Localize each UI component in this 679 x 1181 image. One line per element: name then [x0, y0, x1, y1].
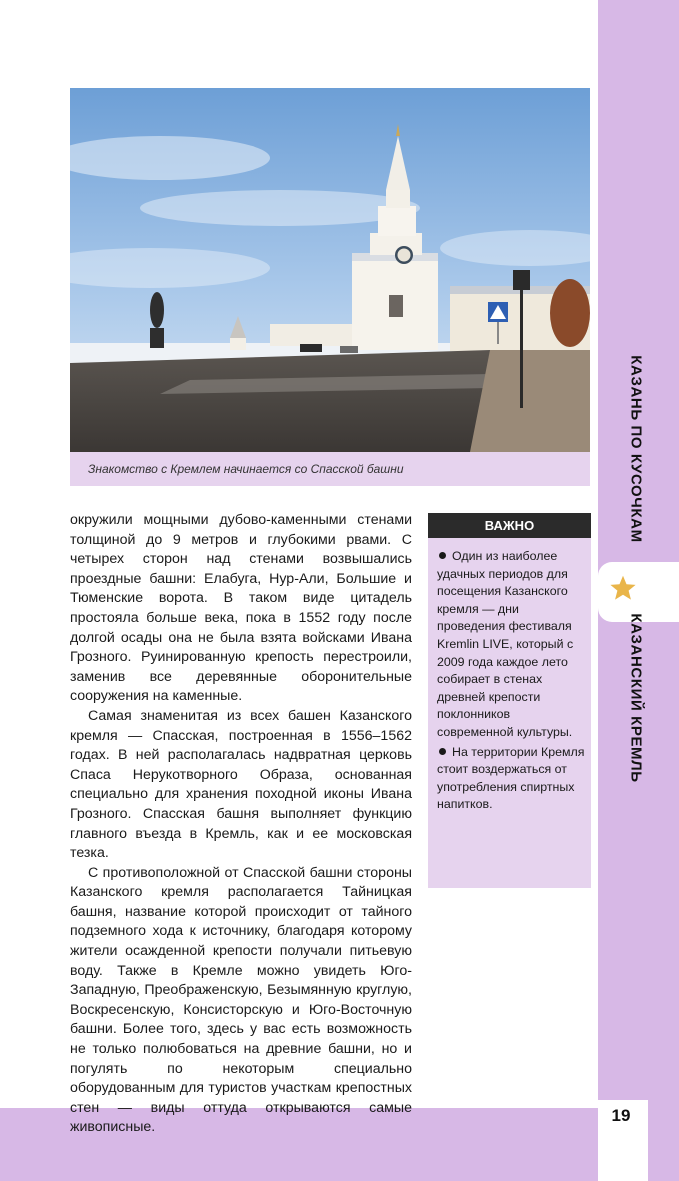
info-item	[437, 744, 587, 814]
info-item-text: Один из наиболее удачных периодов для посещения Казанского кремля — дни проведения фестиваля Kremlin LIVE, который с 2009 года каждое лето собирает в стенах древней крепости поклонников современной культуры.	[437, 549, 574, 739]
bullet-icon	[439, 552, 446, 559]
paragraph: окружили мощными дубово-каменными стенами толщиной до 9 метров и глубокими рвами. С четырех сторон над стенами возвышались проездные башни: Елабуга, Нур-Али, Большие и Тюменские ворота. В таком виде цитадель простояла больше века, пока в 1552 году после долгой осады она не была взята войсками Ивана Грозного. Руинированную крепость перестроили, заменив все деревянные оборонительные сооружения на каменные.	[70, 512, 412, 705]
page-number: 19	[611, 1106, 631, 1125]
star-icon	[609, 574, 637, 602]
section-title: КАЗАНЬ ПО КУСОЧКАМ	[627, 355, 645, 543]
info-box-header: ВАЖНО	[428, 513, 591, 538]
page-number-box	[598, 1100, 648, 1181]
paragraph: С противоположной от Спасской башни стороны Казанского кремля располагается Тайницкая башня, название которой происходит от тайного подземного хода к источнику, благодаря которому жители осажденной крепости получали питьевую воду. Также в Кремле можно увидеть Юго-Западную, Преображенскую, Безымянную круглую, Воскресенскую, Консисторскую и Юго-Восточную башни. Более того, здесь у вас есть возможность не только полюбоваться на древние башни, но и погулять по некоторым специально оборудованным для туристов участкам крепостных стен — виды оттуда открываются самые живописные.	[70, 864, 412, 1136]
photo-caption: Знакомство с Кремлем начинается со Спасской башни	[88, 462, 404, 476]
info-item-text: На территории Кремля стоит воздержаться от употребления спиртных напитков.	[437, 744, 585, 812]
bullet-icon	[439, 748, 446, 755]
chapter-title: КАЗАНСКИЙ КРЕМЛЬ	[627, 613, 645, 783]
paragraph: Самая знаменитая из всех башен Казанского кремля — Спасская, построенная в 1556–1562 годах. В ней располагалась надвратная церковь Спаса Нерукотворного Образа, основанная специально для хранения походной иконы Ивана Грозного. Спасская башня выполняет функцию главного въезда в Кремль, как и ее московская тезка.	[70, 707, 412, 862]
kremlin-photo	[70, 88, 590, 452]
info-item	[437, 548, 587, 742]
main-text	[70, 511, 412, 1138]
info-box-text	[437, 548, 587, 816]
